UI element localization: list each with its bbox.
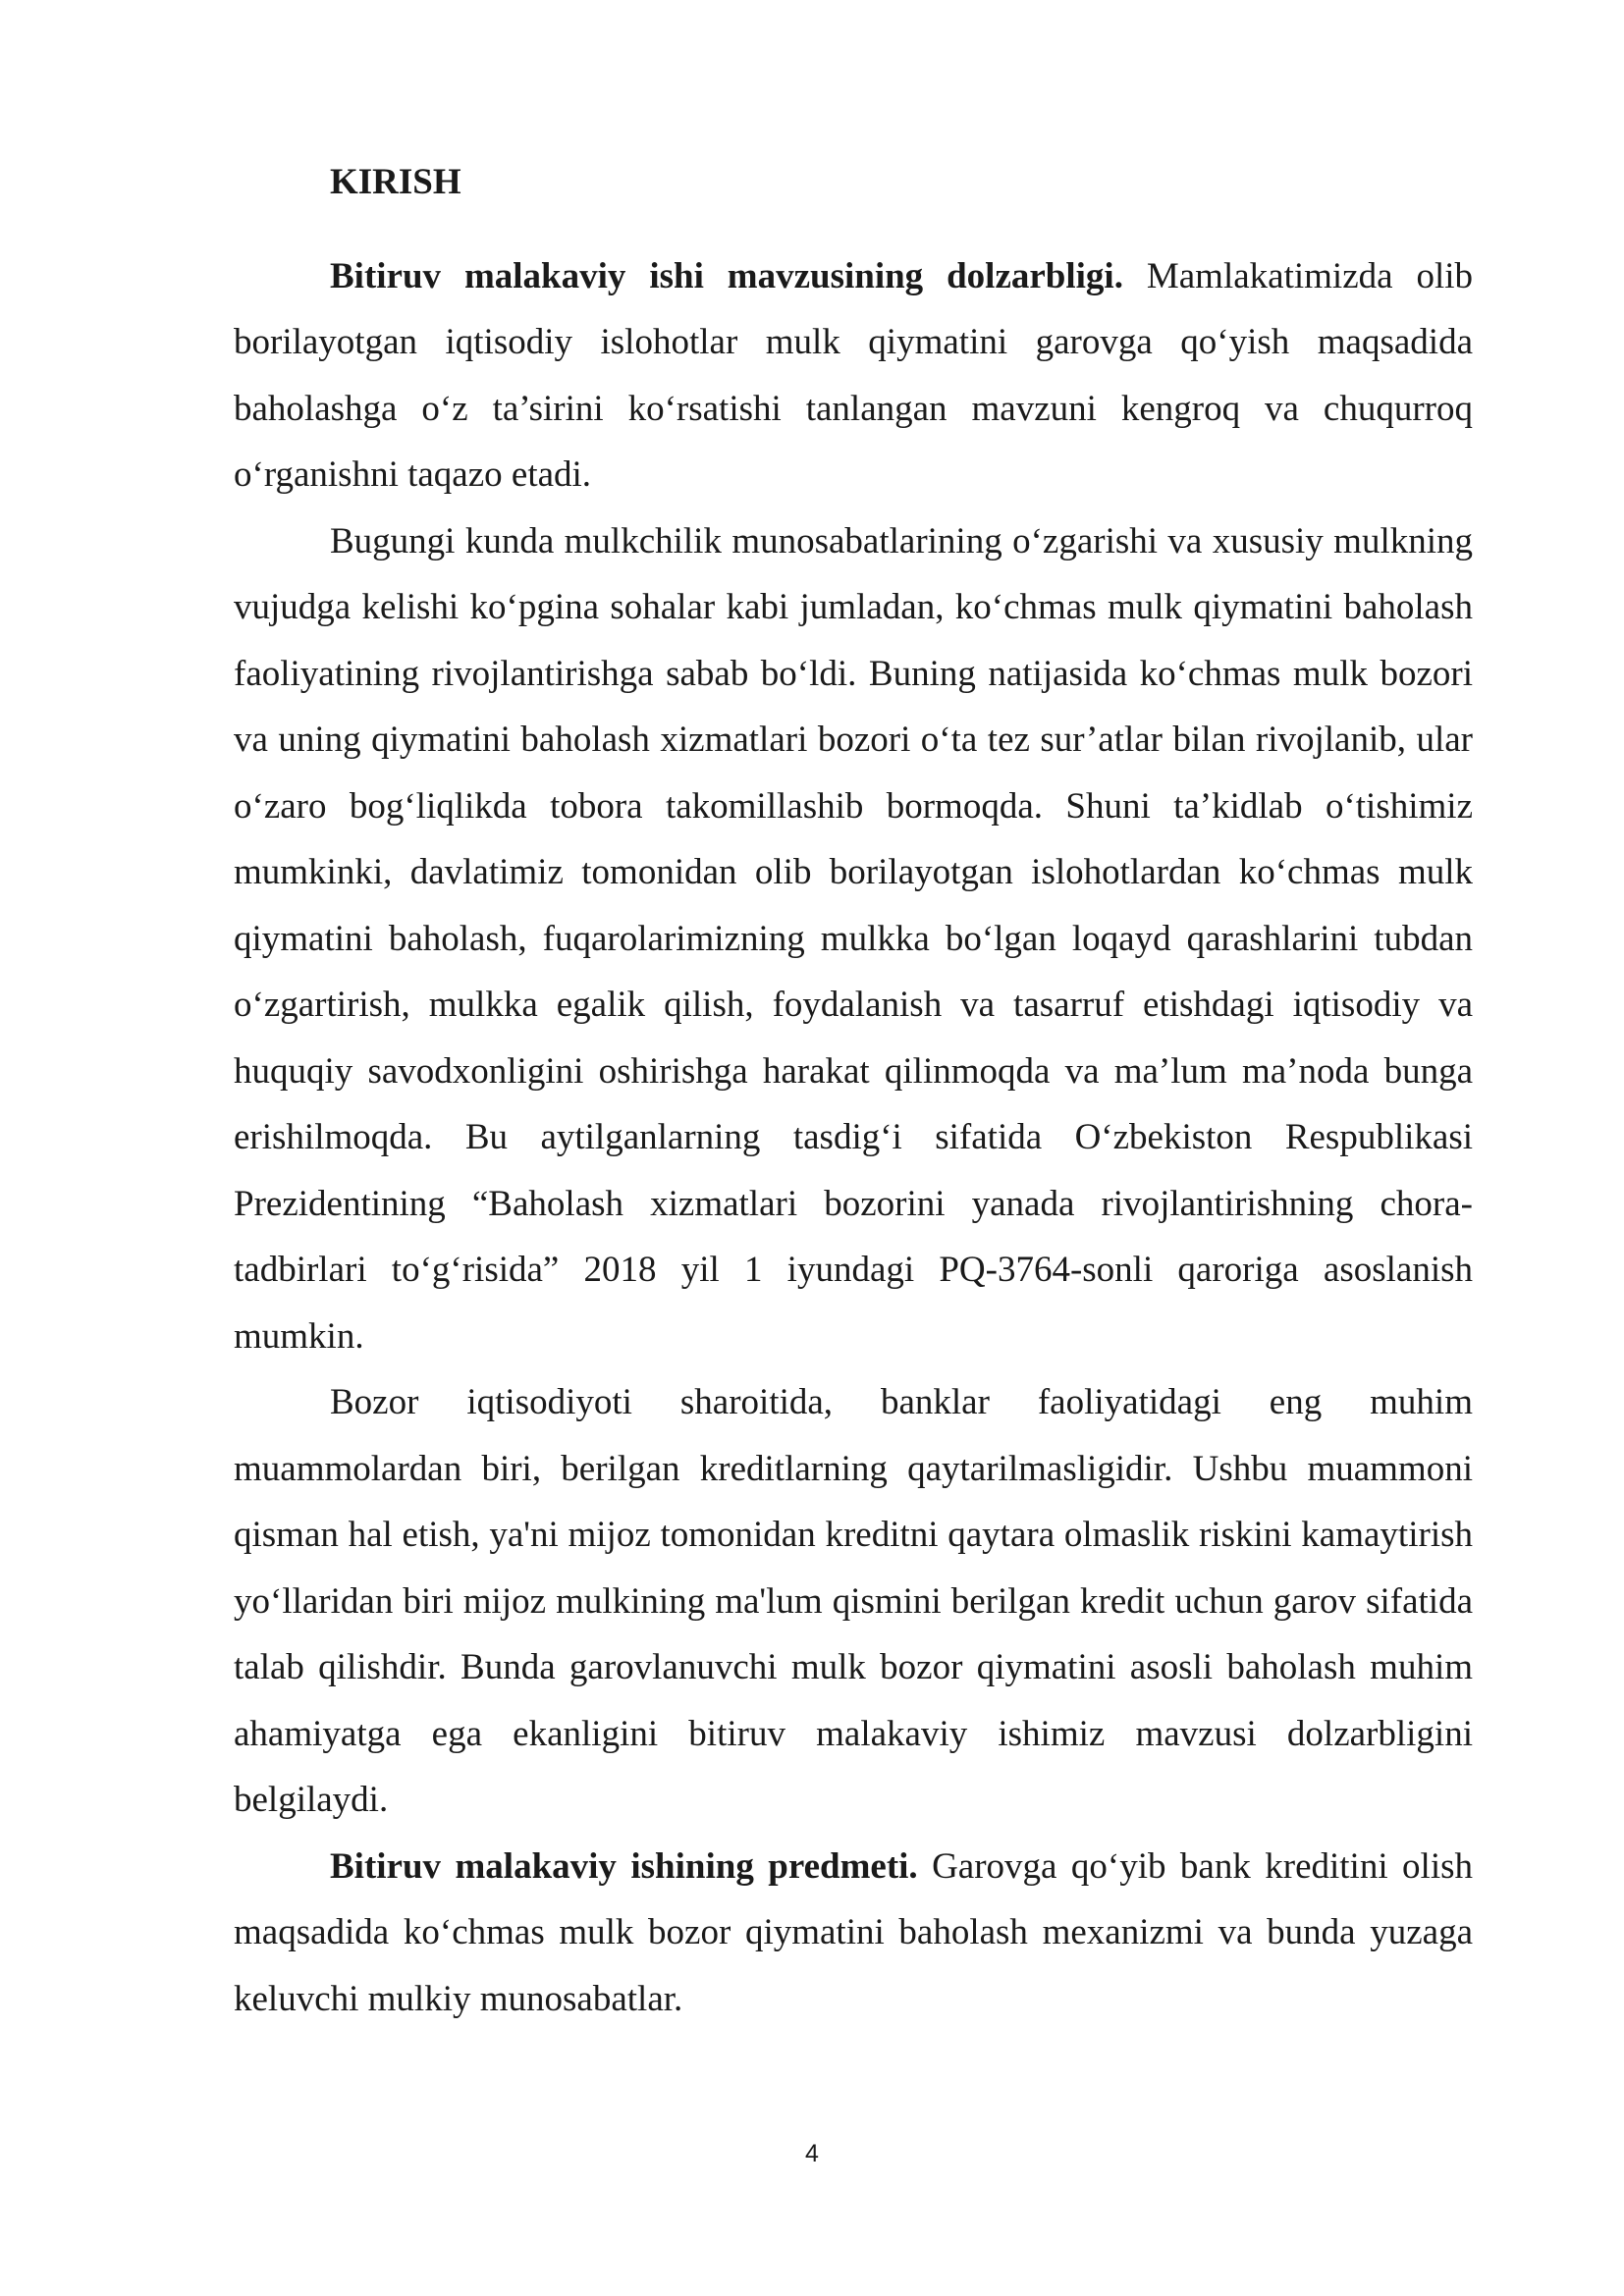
paragraph-text: Mamlakatimizda olib borilayotgan iqtisodiy islohotlar mulk qiymatini garovga qo‘yish maqsadida baholashga o‘z ta’sirini ko‘rsatishi tanlangan mavzuni kengroq va chuqurroq o‘rganishni taqazo etadi.	[234, 255, 1473, 495]
paragraph-relevance	[234, 243, 1473, 508]
paragraph-text: Garovga qo‘yib bank kreditini olish maqsadida ko‘chmas mulk bozor qiymatini baholash mexanizmi va bunda yuzaga keluvchi mulkiy munosabatlar.	[234, 1845, 1473, 2019]
paragraph-text: Bugungi kunda mulkchilik munosabatlarining o‘zgarishi va xususiy mulkning vujudga kelishi ko‘pgina sohalar kabi jumladan, ko‘chmas mulk qiymatini baholash faoliyatining rivojlantirishga sabab bo‘ldi. Buning natijasida ko‘chmas mulk bozori va uning qiymatini baholash xizmatlari bozori o‘ta tez sur’atlar bilan rivojlanib, ular o‘zaro bog‘liqlikda tobora takomillashib bormoqda. Shuni ta’kidlab o‘tishimiz mumkinki, davlatimiz tomonidan olib borilayotgan islohotlardan ko‘chmas mulk qiymatini baholash, fuqarolarimizning mulkka bo‘lgan loqayd qarashlarini tubdan o‘zgartirish, mulkka egalik qilish, foydalanish va tasarruf etishdagi iqtisodiy va huquqiy savodxonligini oshirishga harakat qilinmoqda va ma’lum ma’noda bunga erishilmoqda. Bu aytilganlarning tasdig‘i sifatida O‘zbekiston Respublikasi Prezidentining “Baholash xizmatlari bozorini yanada rivojlantirishning chora-tadbirlari to‘g‘risida” 2018 yil 1 iyundagi PQ-3764-sonli qaroriga asoslanish mumkin.	[234, 520, 1473, 1357]
section-heading: KIRISH	[330, 162, 461, 202]
paragraph-property-relations	[234, 508, 1473, 1370]
page-number: 4	[805, 2140, 819, 2167]
paragraph-text: Bozor iqtisodiyoti sharoitida, banklar faoliyatidagi eng muhim muammolardan biri, berilgan kreditlarning qaytarilmasligidir. Ushbu muammoni qisman hal etish, ya'ni mijoz tomonidan kreditni qaytara olmaslik riskini kamaytirish yo‘llaridan biri mijoz mulkining ma'lum qismini berilgan kredit uchun garov sifatida talab qilishdir. Bunda garovlanuvchi mulk bozor qiymatini asosli baholash muhim ahamiyatga ega ekanligini bitiruv malakaviy ishimiz mavzusi dolzarbligini belgilaydi.	[234, 1382, 1473, 1820]
document-body	[234, 149, 1473, 2032]
paragraph-lead: Bitiruv malakaviy ishi mavzusining dolzarbligi.	[330, 255, 1123, 296]
paragraph-lead: Bitiruv malakaviy ishining predmeti.	[330, 1845, 918, 1887]
paragraph-subject	[234, 1834, 1473, 2033]
paragraph-bank-credit	[234, 1369, 1473, 1834]
